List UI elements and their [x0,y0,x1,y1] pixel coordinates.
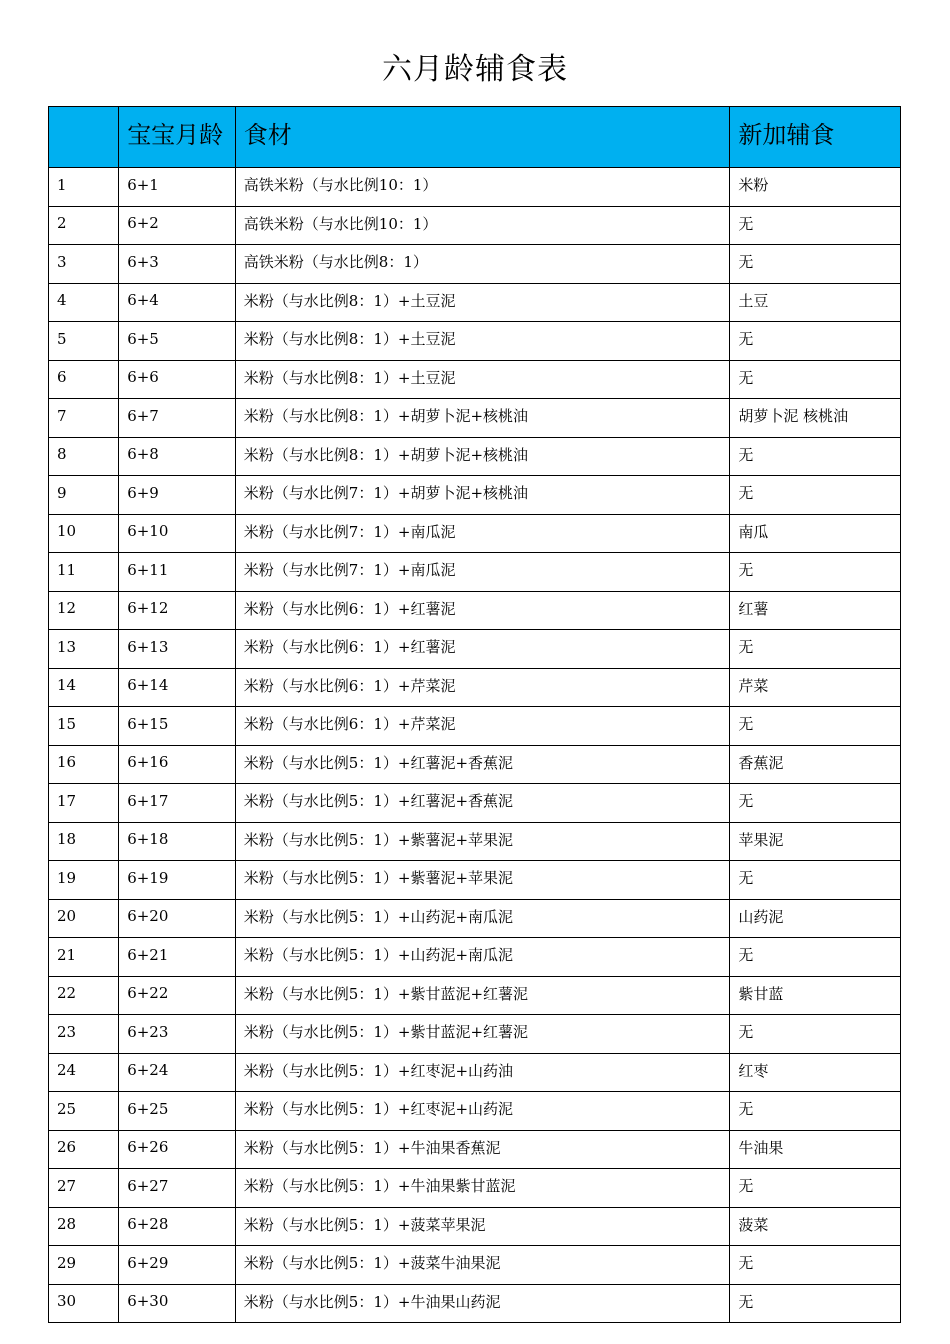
cell-new-food: 无 [730,1092,901,1131]
cell-new-food: 紫甘蓝 [730,976,901,1015]
cell-new-food: 无 [730,784,901,823]
cell-baby-age: 6+24 [119,1053,236,1092]
cell-index: 13 [49,630,119,669]
table-row [49,745,901,784]
cell-index: 8 [49,437,119,476]
cell-baby-age: 6+27 [119,1169,236,1208]
cell-baby-age: 6+17 [119,784,236,823]
cell-new-food: 无 [730,360,901,399]
cell-index: 9 [49,476,119,515]
cell-index: 5 [49,322,119,361]
cell-new-food: 无 [730,206,901,245]
cell-baby-age: 6+18 [119,822,236,861]
cell-ingredients: 米粉（与水比例5：1）+紫甘蓝泥+红薯泥 [235,976,730,1015]
cell-new-food: 无 [730,476,901,515]
cell-ingredients: 米粉（与水比例8：1）+胡萝卜泥+核桃油 [235,399,730,438]
table-row [49,206,901,245]
table-row [49,668,901,707]
table-row [49,707,901,746]
cell-index: 20 [49,899,119,938]
table-row [49,322,901,361]
cell-ingredients: 米粉（与水比例7：1）+南瓜泥 [235,553,730,592]
cell-ingredients: 高铁米粉（与水比例10：1） [235,168,730,207]
cell-ingredients: 米粉（与水比例5：1）+山药泥+南瓜泥 [235,938,730,977]
cell-ingredients: 米粉（与水比例5：1）+紫薯泥+苹果泥 [235,822,730,861]
cell-index: 12 [49,591,119,630]
cell-ingredients: 米粉（与水比例7：1）+胡萝卜泥+核桃油 [235,476,730,515]
cell-ingredients: 米粉（与水比例8：1）+土豆泥 [235,322,730,361]
cell-baby-age: 6+4 [119,283,236,322]
cell-index: 11 [49,553,119,592]
cell-index: 23 [49,1015,119,1054]
cell-baby-age: 6+10 [119,514,236,553]
cell-new-food: 红枣 [730,1053,901,1092]
table-row [49,976,901,1015]
cell-index: 27 [49,1169,119,1208]
table-row [49,283,901,322]
cell-ingredients: 米粉（与水比例5：1）+菠菜牛油果泥 [235,1246,730,1285]
cell-ingredients: 米粉（与水比例5：1）+牛油果香蕉泥 [235,1130,730,1169]
cell-index: 19 [49,861,119,900]
cell-ingredients: 米粉（与水比例6：1）+芹菜泥 [235,707,730,746]
cell-baby-age: 6+6 [119,360,236,399]
table-row [49,1053,901,1092]
cell-ingredients: 米粉（与水比例5：1）+菠菜苹果泥 [235,1207,730,1246]
table-row [49,360,901,399]
feeding-schedule-table [48,106,901,1323]
cell-baby-age: 6+20 [119,899,236,938]
table-row [49,245,901,284]
cell-baby-age: 6+12 [119,591,236,630]
cell-baby-age: 6+13 [119,630,236,669]
cell-baby-age: 6+9 [119,476,236,515]
table-row [49,938,901,977]
cell-new-food: 无 [730,1284,901,1323]
cell-baby-age: 6+29 [119,1246,236,1285]
cell-index: 2 [49,206,119,245]
cell-index: 21 [49,938,119,977]
cell-new-food: 无 [730,437,901,476]
cell-new-food: 无 [730,245,901,284]
cell-ingredients: 米粉（与水比例5：1）+牛油果山药泥 [235,1284,730,1323]
table-row [49,437,901,476]
table-row [49,784,901,823]
cell-new-food: 无 [730,553,901,592]
header-ingredients: 食材 [235,107,730,168]
cell-new-food: 菠菜 [730,1207,901,1246]
cell-ingredients: 米粉（与水比例8：1）+土豆泥 [235,283,730,322]
cell-baby-age: 6+14 [119,668,236,707]
cell-ingredients: 米粉（与水比例8：1）+胡萝卜泥+核桃油 [235,437,730,476]
cell-new-food: 南瓜 [730,514,901,553]
cell-index: 4 [49,283,119,322]
cell-new-food: 无 [730,861,901,900]
cell-baby-age: 6+22 [119,976,236,1015]
cell-index: 22 [49,976,119,1015]
cell-new-food: 牛油果 [730,1130,901,1169]
cell-baby-age: 6+23 [119,1015,236,1054]
cell-ingredients: 米粉（与水比例7：1）+南瓜泥 [235,514,730,553]
table-row [49,1207,901,1246]
table-row [49,1015,901,1054]
cell-index: 18 [49,822,119,861]
cell-baby-age: 6+16 [119,745,236,784]
cell-new-food: 无 [730,322,901,361]
table-row [49,514,901,553]
cell-ingredients: 米粉（与水比例5：1）+牛油果紫甘蓝泥 [235,1169,730,1208]
cell-ingredients: 米粉（与水比例6：1）+红薯泥 [235,591,730,630]
cell-index: 30 [49,1284,119,1323]
cell-ingredients: 米粉（与水比例6：1）+芹菜泥 [235,668,730,707]
cell-baby-age: 6+26 [119,1130,236,1169]
cell-index: 24 [49,1053,119,1092]
table-row [49,1246,901,1285]
cell-baby-age: 6+21 [119,938,236,977]
cell-ingredients: 高铁米粉（与水比例10：1） [235,206,730,245]
cell-ingredients: 米粉（与水比例5：1）+紫薯泥+苹果泥 [235,861,730,900]
table-row [49,1130,901,1169]
cell-baby-age: 6+25 [119,1092,236,1131]
cell-index: 17 [49,784,119,823]
cell-index: 1 [49,168,119,207]
cell-baby-age: 6+3 [119,245,236,284]
cell-index: 26 [49,1130,119,1169]
document-title: 六月龄辅食表 [382,52,568,87]
cell-index: 10 [49,514,119,553]
cell-baby-age: 6+11 [119,553,236,592]
cell-new-food: 苹果泥 [730,822,901,861]
table-row [49,476,901,515]
cell-new-food: 山药泥 [730,899,901,938]
cell-ingredients: 米粉（与水比例8：1）+土豆泥 [235,360,730,399]
cell-baby-age: 6+7 [119,399,236,438]
cell-index: 15 [49,707,119,746]
table-row [49,630,901,669]
cell-new-food: 红薯 [730,591,901,630]
cell-new-food: 无 [730,630,901,669]
table-row [49,591,901,630]
table-row [49,899,901,938]
table-row [49,1284,901,1323]
header-new-food: 新加辅食 [730,107,901,168]
cell-new-food: 无 [730,707,901,746]
header-index [49,107,119,168]
table-row [49,861,901,900]
cell-baby-age: 6+19 [119,861,236,900]
cell-ingredients: 米粉（与水比例5：1）+紫甘蓝泥+红薯泥 [235,1015,730,1054]
cell-index: 14 [49,668,119,707]
cell-index: 6 [49,360,119,399]
cell-baby-age: 6+15 [119,707,236,746]
cell-baby-age: 6+5 [119,322,236,361]
cell-ingredients: 高铁米粉（与水比例8：1） [235,245,730,284]
cell-index: 25 [49,1092,119,1131]
cell-ingredients: 米粉（与水比例5：1）+山药泥+南瓜泥 [235,899,730,938]
cell-new-food: 无 [730,1246,901,1285]
table-header-row [49,107,901,168]
table-row [49,168,901,207]
cell-new-food: 胡萝卜泥 核桃油 [730,399,901,438]
cell-new-food: 无 [730,1015,901,1054]
cell-ingredients: 米粉（与水比例6：1）+红薯泥 [235,630,730,669]
cell-ingredients: 米粉（与水比例5：1）+红薯泥+香蕉泥 [235,745,730,784]
cell-new-food: 芹菜 [730,668,901,707]
cell-index: 29 [49,1246,119,1285]
cell-baby-age: 6+2 [119,206,236,245]
cell-new-food: 土豆 [730,283,901,322]
cell-baby-age: 6+1 [119,168,236,207]
cell-ingredients: 米粉（与水比例5：1）+红枣泥+山药油 [235,1053,730,1092]
cell-index: 28 [49,1207,119,1246]
cell-baby-age: 6+28 [119,1207,236,1246]
cell-ingredients: 米粉（与水比例5：1）+红枣泥+山药泥 [235,1092,730,1131]
cell-index: 16 [49,745,119,784]
cell-new-food: 无 [730,1169,901,1208]
table-row [49,553,901,592]
cell-ingredients: 米粉（与水比例5：1）+红薯泥+香蕉泥 [235,784,730,823]
cell-index: 7 [49,399,119,438]
cell-index: 3 [49,245,119,284]
table-row [49,1169,901,1208]
table-row [49,1092,901,1131]
cell-new-food: 米粉 [730,168,901,207]
cell-new-food: 无 [730,938,901,977]
cell-baby-age: 6+30 [119,1284,236,1323]
header-baby-age: 宝宝月龄 [119,107,236,168]
cell-new-food: 香蕉泥 [730,745,901,784]
table-row [49,399,901,438]
cell-baby-age: 6+8 [119,437,236,476]
table-body [49,168,901,1323]
table-row [49,822,901,861]
